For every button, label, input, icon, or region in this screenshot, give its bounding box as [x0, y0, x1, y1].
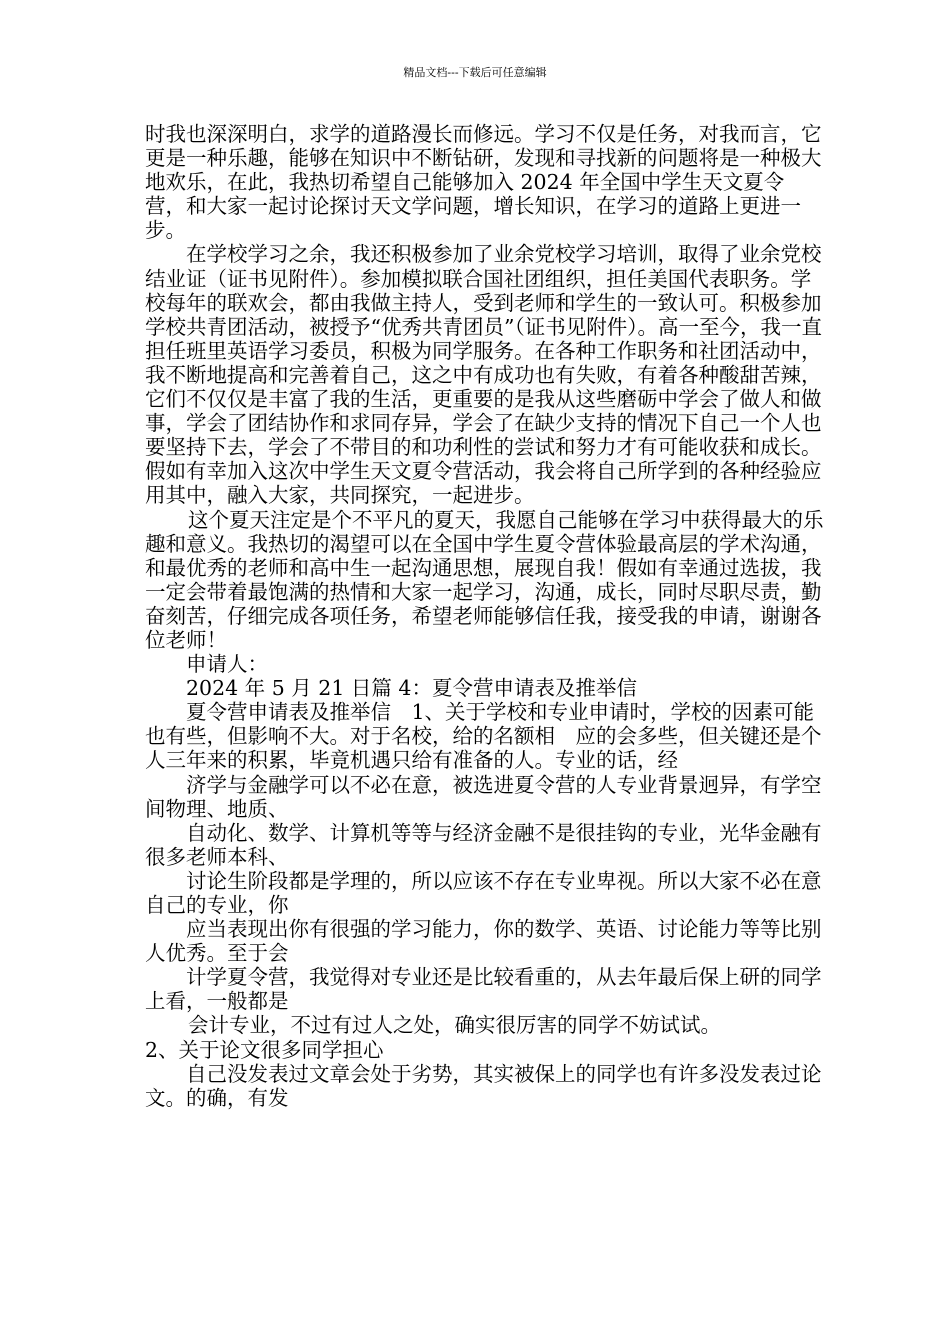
document-body [145, 122, 825, 1110]
paragraph-14: 自己没发表过文章会处于劣势，其实被保上的同学也有许多没发表过论文。的确，有发 [145, 1061, 822, 1110]
applicant-label: 申请人： [186, 652, 268, 677]
paragraph-2: 在学校学习之余，我还积极参加了业余党校学习培训，取得了业余党校结业证（证书见附件）。参加模拟联合国社团组织，担任美国代表职务。学校每年的联欢会，都由我做主持人，受到老师和学生的一致认可。积极参加学校共青团活动，被授予“优秀共青团员”（证书见附件）。高一至今，我一直担任班里英语学习委员，积极为同学服务。在各种工作职务和社团活动中，我不断地提高和完善着自己，这之中有成功也有失败，有着各种酸甜苦辣，它们不仅仅是丰富了我的生活，更重要的是我从这些磨砺中学会了做人和做事，学会了团结协作和求同存异，学会了在缺少支持的情况下自己一个人也要坚持下去，学会了不带目的和功利性的尝试和努力才有可能收获和成长。假如有幸加入这次中学生天文夏令营活动，我会将自己所学到的各种经验应用其中，融入大家，共同探究，一起进步。 [145, 242, 822, 508]
paragraph-10: 应当表现出你有很强的学习能力，你的数学、英语、讨论能力等等比别人优秀。至于会 [145, 917, 822, 966]
paragraph-3: 这个夏天注定是个不平凡的夏天，我愿自己能够在学习中获得最大的乐趣和意义。我热切的渴望可以在全国中学生夏令营体验最高层的学术沟通，和最优秀的老师和高中生一起沟通思想，展现自我！假如有幸通过选拔，我一定会带着最饱满的热情和大家一起学习，沟通，成长，同时尽职尽责，勤奋刻苦，仔细完成各项任务，希望老师能够信任我，接受我的申请，谢谢各位老师！ [145, 507, 824, 652]
paragraph-11: 计学夏令营，我觉得对专业还是比较看重的，从去年最后保上研的同学上看，一般都是 [145, 965, 822, 1014]
paragraph-8: 自动化、数学、计算机等等与经济金融不是很挂钩的专业，光华金融有很多老师本科、 [145, 820, 822, 869]
paragraph-9: 讨论生阶段都是学理的，所以应该不存在专业卑视。所以大家不必在意自己的专业，你 [145, 868, 822, 917]
section-heading-2: 2、关于论文很多同学担心 [145, 1037, 384, 1062]
paragraph-1: 时我也深深明白，求学的道路漫长而修远。学习不仅是任务，对我而言，它更是一种乐趣，能够在知识中不断钻研，发现和寻找新的问题将是一种极大地欢乐，在此，我热切希望自己能够加入 2024 年全国中学生天文夏令营，和大家一起讨论探讨天文学问题，增长知识，在学习的道路上更进一步。 [145, 122, 822, 243]
paragraph-6: 夏令营申请表及推举信 1、关于学校和专业申请时，学校的因素可能也有些，但影响不大。对于名校，给的名额相 应的会多些，但关键还是个人三年来的积累，毕竟机遇只给有准备的人。专业的话，经 [145, 700, 822, 773]
paragraph-12: 会计专业，不过有过人之处，确实很厉害的同学不妨试试。 [188, 1013, 722, 1038]
date-and-section-title: 2024 年 5 月 21 日篇 4：夏令营申请表及推举信 [186, 676, 637, 701]
page-header: 精品文档---下载后可任意编辑 [403, 66, 547, 79]
paragraph-7: 济学与金融学可以不必在意，被选进夏令营的人专业背景迥异，有学空间物理、地质、 [145, 772, 822, 821]
